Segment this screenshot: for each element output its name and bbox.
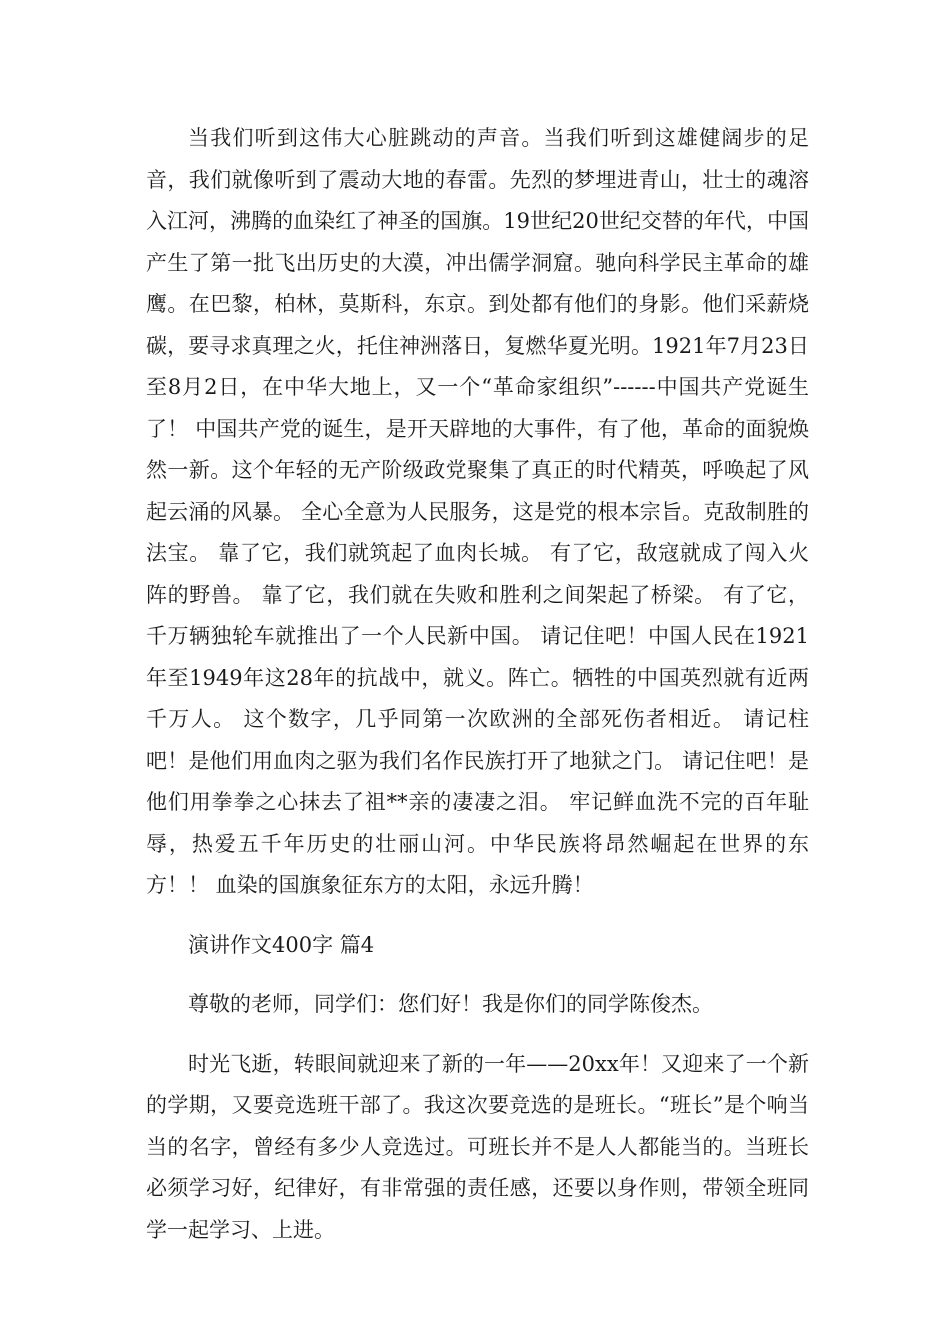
section-heading: 演讲作文400字 篇4	[188, 932, 375, 957]
document-page	[146, 118, 809, 1251]
body-paragraph-election: 时光飞逝，转眼间就迎来了新的一年——20xx年！又迎来了一个新的学期，又要竞选班干部了。我这次要竞选的是班长。“班长”是个响当当的名字，曾经有多少人竞选过。可班长并不是人人都能当的。当班长必须学习好，纪律好，有非常强的责任感，还要以身作则，带领全班同学一起学习、上进。	[146, 1051, 809, 1242]
greeting-paragraph: 尊敬的老师，同学们：您们好！我是你们的同学陈俊杰。	[188, 992, 713, 1016]
body-paragraph-speech: 当我们听到这伟大心脏跳动的声音。当我们听到这雄健阔步的足音，我们就像听到了震动大地的春雷。先烈的梦埋进青山，壮士的魂溶入江河，沸腾的血染红了神圣的国旗。19世纪20世纪交替的年代，中国产生了第一批飞出历史的大漠，冲出儒学洞窟。驰向科学民主革命的雄鹰。在巴黎，柏林，莫斯科，东京。到处都有他们的身影。他们采薪烧碳，要寻求真理之火，托住神洲落日，复燃华夏光明。1921年7月23日至8月2日，在中华大地上，又一个“革命家组织”------中国共产党诞生了！ 中国共产党的诞生，是开天辟地的大事件，有了他，革命的面貌焕然一新。这个年轻的无产阶级政党聚集了真正的时代精英，呼唤起了风起云涌的风暴。 全心全意为人民服务，这是党的根本宗旨。克敌制胜的法宝。 靠了它，我们就筑起了血肉长城。 有了它，敌寇就成了闯入火阵的野兽。 靠了它，我们就在失败和胜利之间架起了桥梁。 有了它，千万辆独轮车就推出了一个人民新中国。 请记住吧！中国人民在1921年至1949年这28年的抗战中，就义。阵亡。牺牲的中国英烈就有近两千万人。 这个数字，几乎同第一次欧洲的全部死伤者相近。 请记柱吧！是他们用血肉之驱为我们名作民族打开了地狱之门。 请记住吧！是他们用拳拳之心抹去了祖**亲的凄凄之泪。 牢记鲜血洗不完的百年耻辱，热爱五千年历史的壮丽山河。中华民族将昂然崛起在世界的东方！！ 血染的国旗象征东方的太阳，永远升腾！	[146, 126, 809, 897]
